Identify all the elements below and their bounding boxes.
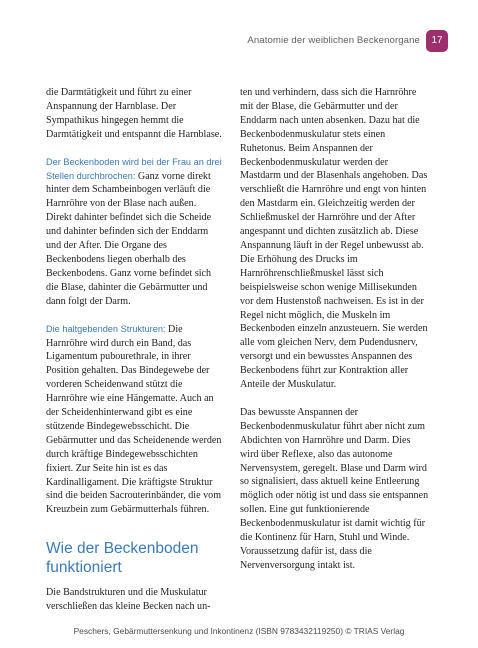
paragraph: Die Bandstrukturen und die Muskulatur verschließen das kleine Becken nach un- — [46, 587, 211, 613]
page-number-badge: 17 — [426, 30, 448, 52]
paragraph-lead: Die haltgebenden Strukturen: — [46, 323, 166, 334]
paragraph: ten und verhindern, dass sich die Harnröhre mit der Blase, die Gebärmutter und der Enddarm nach unten absenken. Dazu hat die Beckenbodenmuskulatur stets einen Ruhetonus. Beim Anspannen der Beckenbodenmuskulatur werden der Mastdarm und der Blasenhals angehoben. Das verschließt die Harnröhre und engt von hinten den Mastdarm ein. Gleichzeitig werden der Schließmuskel der Harnröhre und der After angespannt und dichten zusätzlich ab. Diese Anspannung läuft in der Regel unbewusst ab. Die Erhöhung des Drucks im Harnröhrenschließmuskel lässt sich beispielsweise schon wenige Millisekunden vor dem Hustenstoß nachweisen. Es ist in der Regel nicht möglich, die Muskeln im Beckenboden einzeln anzusteuern. Sie werden alle vom gleichen Nerv, dem Pudendusnerv, versorgt und ein bewusstes Anspannen des Beckenbodens führt zur Kontraktion aller Anteile der Muskulatur. — [240, 87, 428, 391]
paragraph: Das bewusste Anspannen der Beckenbodenmuskulatur führt aber nicht zum Abdichten von Harnröhre und Darm. Dies wird über Reflexe, also das autonome Nervensystem, geregelt. Blase und Darm wird so signalisiert, dass aktuell keine Entleerung möglich oder nötig ist und dass sie entspannen sollen. Eine gut funktionierende Beckenbodenmuskulatur ist damit wichtig für die Kontinenz für Harn, Stuhl und Winde. Voraussetzung dafür ist, dass die Nervenversorgung intakt ist. — [240, 406, 429, 571]
left-column — [46, 86, 224, 614]
section-heading: Wie der Beckenboden funktioniert — [46, 540, 199, 577]
chapter-title: Anatomie der weiblichen Beckenorgane — [247, 35, 420, 46]
paragraph — [46, 156, 224, 309]
paragraph-body: Die Harnröhre wird durch ein Band, das Ligamentum pubourethrale, in ihrer Position gehalten. Das Bindegewebe der vorderen Scheidenwand stützt die Harnröhre wie eine Hängematte. Auch an der Scheidenhinterwand gibt es eine stützende Bindegewebsschicht. Die Gebärmutter und das Scheidenende werden durch kräftige Bindegewebsschichten fixiert. Zur Seite hin ist es das Kardinalligament. Die kräftigste Struktur sind die beiden Sacrouterinbänder, die vom Kreuzbein zum Gebärmutterhals führen. — [46, 323, 222, 516]
paragraph: die Darmtätigkeit und führt zu einer Anspannung der Harnblase. Der Sympathikus hingegen hemmt die Darmtätigkeit und entspannt die Harnblase. — [46, 87, 222, 140]
paragraph-lead: Der Beckenboden wird bei der Frau an drei Stellen durchbrochen: — [46, 156, 222, 181]
right-column — [240, 86, 430, 573]
paragraph — [46, 323, 224, 518]
page-footer: Peschers, Gebärmuttersenkung und Inkontinenz (ISBN 9783432119250) © TRIAS Verlag — [73, 626, 405, 636]
paragraph-body: Ganz vorne direkt hinter dem Schambeinbogen verläuft die Harnröhre von der Blase nach außen. Direkt dahinter befindet sich die Scheide und dahinter befinden sich der Enddarm und der After. Die Organe des Beckenbodens liegen oberhalb des Beckenbodens. Ganz vorne befindet sich die Blase, dahinter die Gebärmutter und dann folgt der Darm. — [46, 170, 212, 307]
running-header — [0, 30, 478, 54]
